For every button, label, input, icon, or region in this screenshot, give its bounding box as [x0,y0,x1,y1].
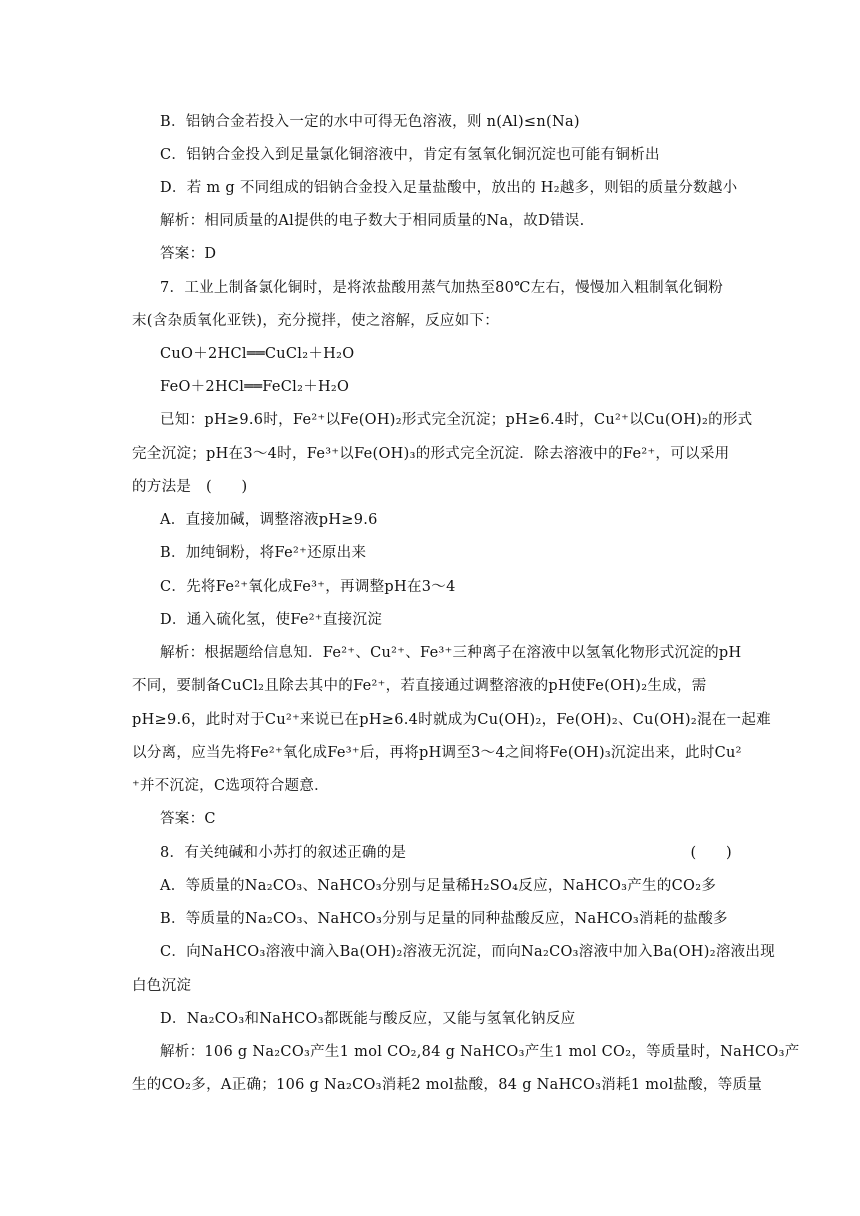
answer-line: 答案：D [160,246,217,262]
option-a-line: A．直接加碱，调整溶液pH≥9.6 [160,512,378,528]
analysis-line: 解析：根据题给信息知．Fe²⁺、Cu²⁺、Fe³⁺三种离子在溶液中以氢氧化物形式沉淀的pH [160,645,742,661]
question-8-text: 8．有关纯碱和小苏打的叙述正确的是 [160,845,407,861]
analysis-line: 解析：106 g Na₂CO₃产生1 mol CO₂,84 g NaHCO₃产生1 mol CO₂，等质量时，NaHCO₃产 [160,1044,800,1060]
option-d-line: D．通入硫化氢，使Fe²⁺直接沉淀 [160,612,383,628]
question-stem-line: 的方法是 ( ) [132,479,248,495]
equation-line: CuO＋2HCl══CuCl₂＋H₂O [160,346,355,362]
option-b-line: B．铝钠合金若投入一定的水中可得无色溶液，则 n(Al)≤n(Na) [160,114,580,130]
question-7-line: 7．工业上制备氯化铜时，是将浓盐酸用蒸气加热至80℃左右，慢慢加入粗制氧化铜粉 [160,280,724,296]
option-d-line: D．若 m g 不同组成的铝钠合金投入足量盐酸中，放出的 H₂越多，则铝的质量分数越小 [160,180,738,196]
option-c-line: C．铝钠合金投入到足量氯化铜溶液中，肯定有氢氧化铜沉淀也可能有铜析出 [160,147,660,163]
given-info-line: 完全沉淀；pH在3～4时，Fe³⁺以Fe(OH)₃的形式完全沉淀．除去溶液中的Fe²⁺，可以采用 [132,446,730,462]
analysis-line: 不同，要制备CuCl₂且除去其中的Fe²⁺，若直接通过调整溶液的pH使Fe(OH)₂生成，需 [132,678,707,694]
option-d-line: D．Na₂CO₃和NaHCO₃都既能与酸反应，又能与氢氧化钠反应 [160,1011,576,1027]
analysis-line: ⁺并不沉淀，C选项符合题意． [132,778,329,794]
option-c-line: C．先将Fe²⁺氧化成Fe³⁺，再调整pH在3～4 [160,579,456,595]
answer-blank: ( ) [690,845,732,861]
analysis-line: 生的CO₂多，A正确；106 g Na₂CO₃消耗2 mol盐酸，84 g NaHCO₃消耗1 mol盐酸，等质量 [132,1077,763,1093]
equation-line: FeO＋2HCl══FeCl₂＋H₂O [160,379,350,395]
analysis-line: 以分离，应当先将Fe²⁺氧化成Fe³⁺后，再将pH调至3～4之间将Fe(OH)₃沉淀出来，此时Cu² [132,745,742,761]
analysis-line: 解析：相同质量的Al提供的电子数大于相同质量的Na，故D错误. [160,213,585,229]
option-a-line: A．等质量的Na₂CO₃、NaHCO₃分别与足量稀H₂SO₄反应，NaHCO₃产生的CO₂多 [160,878,717,894]
analysis-line: pH≥9.6，此时对于Cu²⁺来说已在pH≥6.4时就成为Cu(OH)₂，Fe(OH)₂、Cu(OH)₂混在一起难 [132,712,771,728]
option-b-line: B．等质量的Na₂CO₃、NaHCO₃分别与足量的同种盐酸反应，NaHCO₃消耗的盐酸多 [160,911,728,927]
given-info-line: 已知：pH≥9.6时，Fe²⁺以Fe(OH)₂形式完全沉淀；pH≥6.4时，Cu²⁺以Cu(OH)₂的形式 [160,412,753,428]
option-b-line: B．加纯铜粉，将Fe²⁺还原出来 [160,545,367,561]
question-8-line [160,843,732,863]
option-c-line: C．向NaHCO₃溶液中滴入Ba(OH)₂溶液无沉淀，而向Na₂CO₃溶液中加入Ba(OH)₂溶液出现 [160,944,776,960]
question-7-line: 末(含杂质氧化亚铁)，充分搅拌，使之溶解，反应如下： [132,313,500,329]
option-c-line: 白色沉淀 [132,978,192,994]
answer-line: 答案：C [160,811,216,827]
